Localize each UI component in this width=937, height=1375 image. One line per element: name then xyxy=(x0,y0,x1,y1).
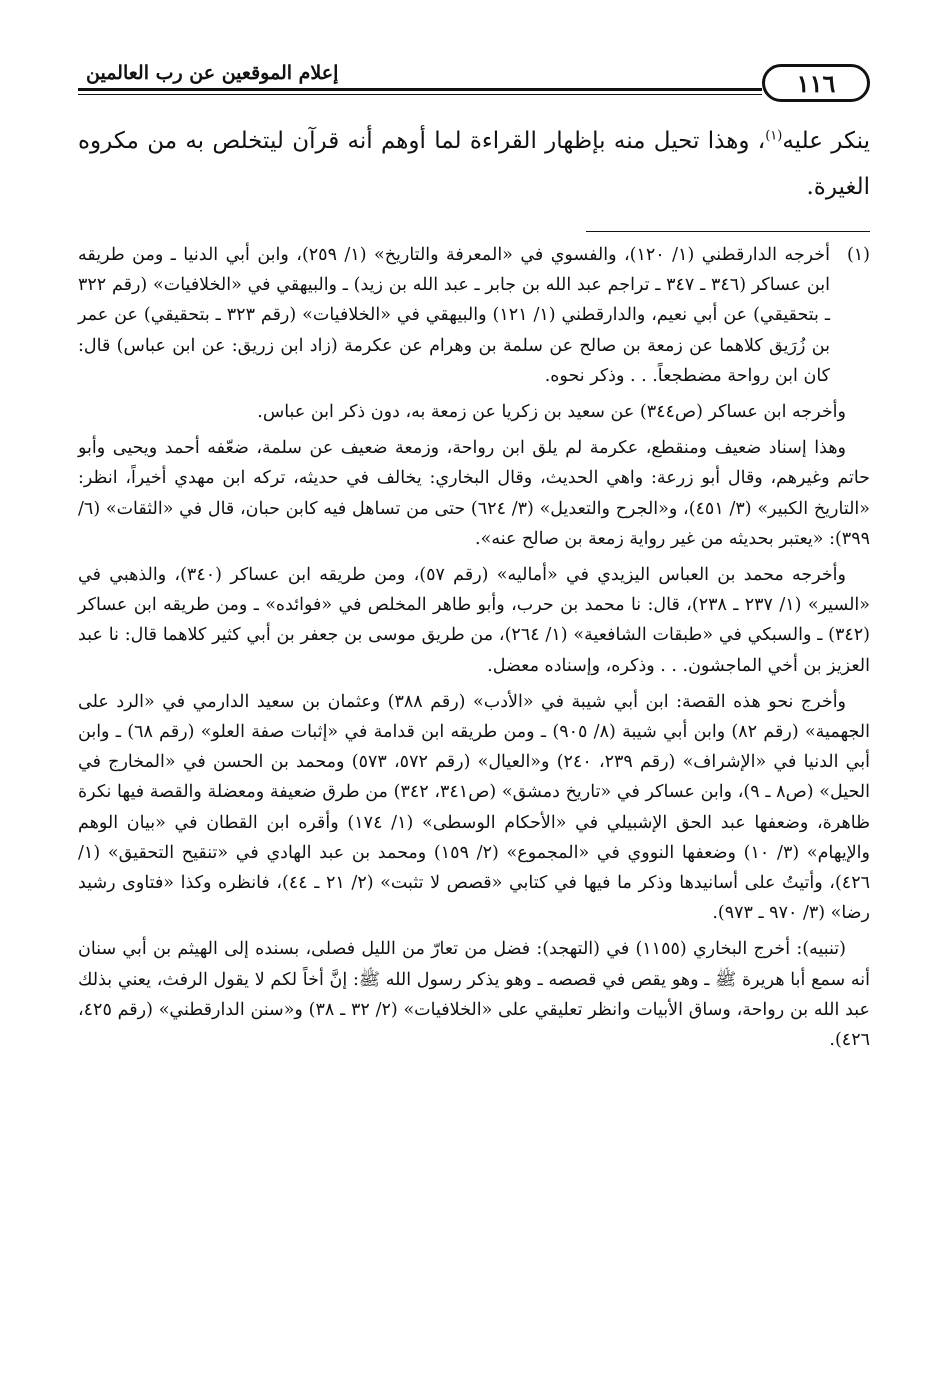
footnote-paragraph: أخرجه الدارقطني (١/ ١٢٠)، والفسوي في «المعرفة والتاريخ» (١/ ٢٥٩)، وابن أبي الدنيا ـ ومن طريقه ابن عساكر (٣٤٦ ـ ٣٤٧ ـ تراجم عبد الله بن جابر ـ عبد الله بن زيد) ـ والبيهقي في «الخلافيات» (رقم ٣٢٢ ـ بتحقيقي) عن أبي نعيم، والدارقطني (١/ ١٢١) والبيهقي في «الخلافيات» (رقم ٣٢٣ ـ بتحقيقي) عن عمر بن زُرَيق كلاهما عن زمعة بن صالح عن سلمة بن وهرام عن عكرمة (زاد ابن زريق: عن ابن عباس) قال: كان ابن رواحة مضطجعاً. . . وذكر نحوه. xyxy=(78,245,830,386)
book-title: إعلام الموقعين عن رب العالمين xyxy=(86,62,339,84)
footnote-1 xyxy=(78,240,870,397)
footnote-reference[interactable]: (١) xyxy=(765,128,783,144)
main-paragraph xyxy=(78,118,870,210)
footnote-paragraph: وأخرج نحو هذه القصة: ابن أبي شيبة في «الأدب» (رقم ٣٨٨) وعثمان بن سعيد الدارمي في «الرد على الجهمية» (رقم ٨٢) وابن أبي شيبة (٨/ ٩٠٥) ـ ومن طريقه ابن قدامة في «إثبات صفة العلو» (رقم ٦٨) ـ وابن أبي الدنيا في «الإشراف» (رقم ٢٣٩، ٢٤٠) و«العيال» (رقم ٥٧٢، ٥٧٣) ومحمد بن الحسن في «المخارج في الحيل» (ص٨ ـ ٩)، وابن عساكر في «تاريخ دمشق» (ص٣٤١، ٣٤٢) من طرق ضعيفة ومعضلة والقصة فيها نكرة ظاهرة، وضعفها عبد الحق الإشبيلي في «الأحكام الوسطى» (١/ ١٧٤) وأقره ابن القطان في «بيان الوهم والإيهام» (٣/ ١٠) وضعفها النووي في «المجموع» (٢/ ١٥٩) ومحمد بن عبد الهادي في «تنقيح التحقيق» (١/ ٤٢٦)، وأتيتُ على أسانيدها وذكر ما فيها في كتابي «قصص لا تثبت» (٢/ ٢١ ـ ٤٤)، فانظره وكذا «فتاوى رشيد رضا» (٣/ ٩٧٠ ـ ٩٧٣). xyxy=(78,691,871,924)
footnotes xyxy=(78,240,870,1061)
footnote-separator xyxy=(586,231,870,232)
footnote-paragraph: وأخرجه محمد بن العباس اليزيدي في «أماليه» (رقم ٥٧)، ومن طريقه ابن عساكر (٣٤٠)، والذهبي في «السير» (١/ ٢٣٧ ـ ٢٣٨)، قال: نا محمد بن حرب، وأبو طاهر المخلص في «فوائده» ـ ومن طريقه ابن عساكر (٣٤٢) ـ والسبكي في «طبقات الشافعية» (١/ ٢٦٤)، من طريق موسى بن جعفر بن أبي كثير كلاهما قال: نا عبد العزيز بن أخي الماجشون. . . وذكره، وإسناده معضل. xyxy=(78,565,870,676)
footnote-number: (١) xyxy=(846,245,870,265)
page-number xyxy=(762,64,870,102)
footnote-note: (تنبيه): أخرج البخاري (١١٥٥) في (التهجد): فضل من تعارّ من الليل فصلى، بسنده إلى الهيثم بن أبي سنان أنه سمع أبا هريرة ﷺ ـ وهو يقص في قصصه ـ وهو يذكر رسول الله ﷺ: إنَّ أخاً لكم لا يقول الرفث، يعني بذلك عبد الله بن رواحة، وساق الأبيات وانظر تعليقي على «الخلافيات» (٢/ ٣٢ ـ ٣٨) و«سنن الدارقطني» (رقم ٤٢٥، ٤٢٦). xyxy=(78,939,870,1051)
header-rule-thin xyxy=(78,94,762,95)
page-header xyxy=(78,56,870,102)
footnote-paragraph: وأخرجه ابن عساكر (ص٣٤٤) عن سعيد بن زكريا عن زمعة به، دون ذكر ابن عباس. xyxy=(257,402,846,423)
footnote-paragraph: وهذا إسناد ضعيف ومنقطع، عكرمة لم يلق ابن رواحة، وزمعة ضعيف عن سلمة، ضعّفه أحمد ويحيى وأبو حاتم وغيرهم، وقال أبو زرعة: واهي الحديث، وقال البخاري: يخالف في حديثه، تركه ابن مهدي أخيراً، انظر: «التاريخ الكبير» (٣/ ٤٥١)، و«الجرح والتعديل» (٣/ ٦٢٤) حتى من تساهل فيه كابن حبان، قال في «الثقات» (٦/ ٣٩٩): «يعتبر بحديثه من غير رواية زمعة بن صالح عنه». xyxy=(78,438,870,549)
header-rule xyxy=(78,88,762,91)
page-number-text: ١١٦ xyxy=(796,68,836,98)
main-text xyxy=(78,118,870,210)
main-text-rest: ، وهذا تحيل منه بإظهار القراءة لما أوهم أنه قرآن ليتخلص به من مكروه الغيرة. xyxy=(78,128,870,200)
main-text-start: ينكر عليه xyxy=(782,128,870,154)
